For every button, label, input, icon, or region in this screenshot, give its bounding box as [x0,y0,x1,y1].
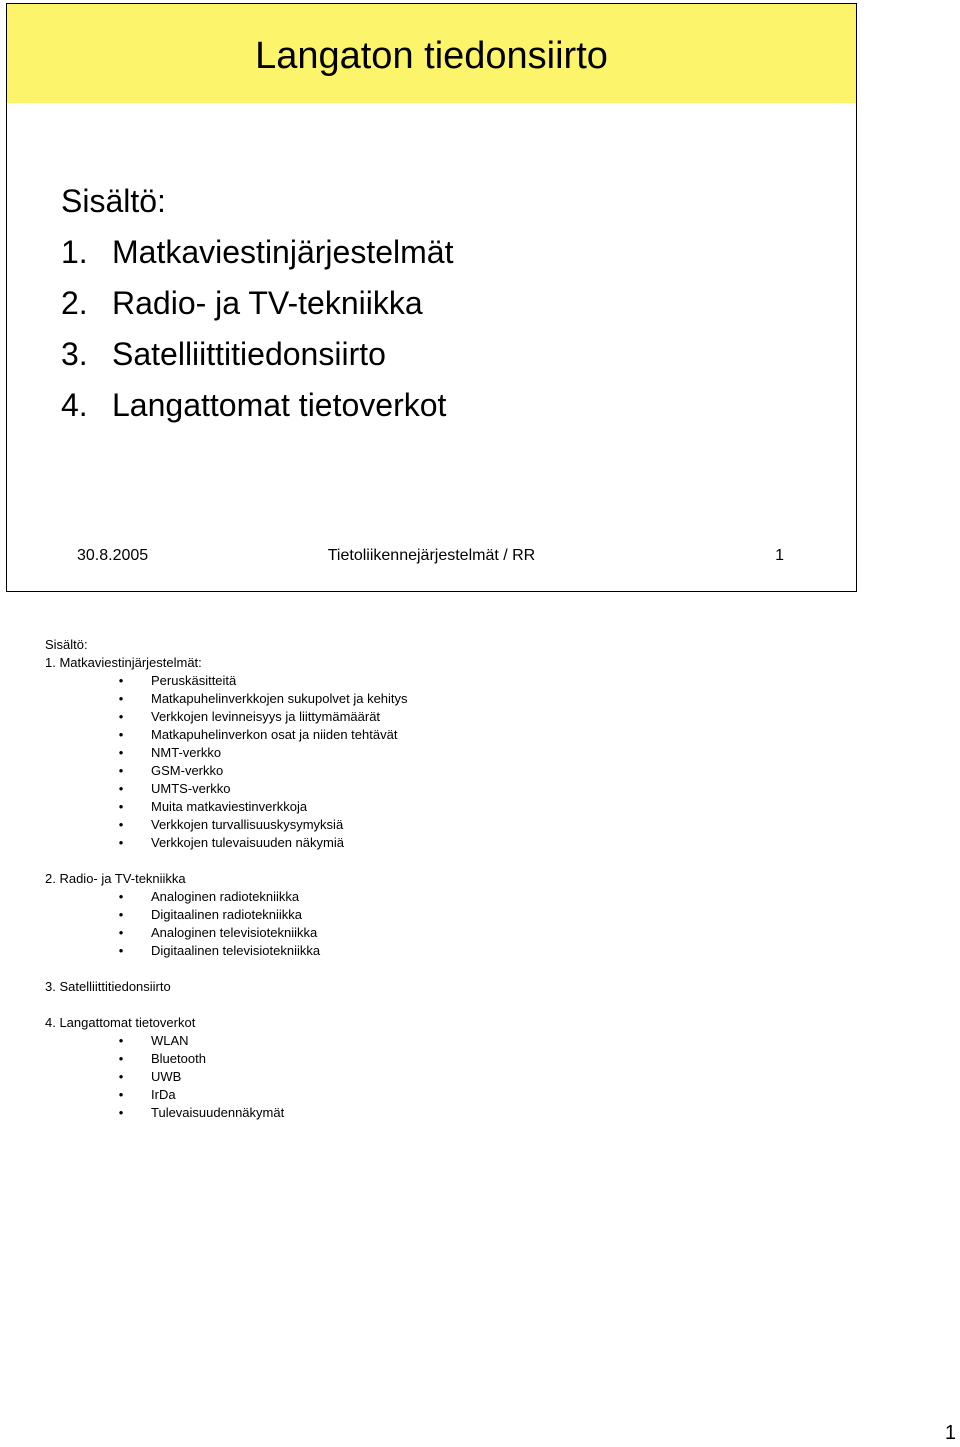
slide-item-text: Matkaviestinjärjestelmät [112,234,454,270]
outline-list-item [45,888,408,906]
outline-item-text: Digitaalinen radiotekniikka [151,907,303,922]
slide-title: Langaton tiedonsiirto [255,35,608,77]
bullet-icon: • [118,1105,124,1120]
bullet-icon: • [118,673,124,688]
slide-item-number: 1. [61,234,88,270]
outline-list-item [45,672,408,690]
outline-list-item [45,780,408,798]
outline-spacer [45,960,408,978]
outline-item-text: Verkkojen levinneisyys ja liittymämäärät [151,709,381,724]
slide-footer-page-number: 1 [775,547,784,564]
slide-item-number: 2. [61,285,88,321]
outline-list-item [45,762,408,780]
outline-list-item [45,942,408,960]
bullet-icon: • [118,1033,124,1048]
outline-list-item [45,906,408,924]
outline-list-item [45,1086,408,1104]
bullet-icon: • [118,835,124,850]
bullet-icon: • [118,781,124,796]
outline-section-title: 2. Radio- ja TV-tekniikka [45,871,186,886]
slide-item-number: 4. [61,387,88,423]
outline-item-text: Matkapuhelinverkkojen sukupolvet ja kehitys [151,691,408,706]
bullet-icon: • [118,1051,124,1066]
slide-footer-course: Tietoliikennejärjestelmät / RR [327,547,536,564]
bullet-icon: • [118,943,124,958]
bullet-icon: • [118,889,124,904]
slide-contents [61,180,453,434]
outline-list-item [45,798,408,816]
outline-item-text: IrDa [151,1087,176,1102]
outline-item-text: Tulevaisuudennäkymät [151,1105,285,1120]
outline-list-item [45,924,408,942]
slide-contents-item [61,383,453,434]
outline-heading: Sisältö: [45,637,88,652]
slide-footer-date: 30.8.2005 [77,547,149,564]
outline-list-item [45,816,408,834]
outline-item-text: Digitaalinen televisiotekniikka [151,943,321,958]
bullet-icon: • [118,709,124,724]
outline-item-text: Analoginen radiotekniikka [151,889,300,904]
outline-list-item [45,1032,408,1050]
outline-section-title: 3. Satelliittitiedonsiirto [45,979,171,994]
slide-item-text: Langattomat tietoverkot [112,387,447,423]
outline-list-item [45,690,408,708]
outline-list-item [45,1050,408,1068]
outline-item-text: Bluetooth [151,1051,206,1066]
slide-title-bar [7,4,856,103]
bullet-icon: • [118,691,124,706]
slide-contents-item [61,230,453,281]
outline-item-text: NMT-verkko [151,745,222,760]
outline-spacer [45,996,408,1014]
outline-section-title: 4. Langattomat tietoverkot [45,1015,196,1030]
bullet-icon: • [118,1069,124,1084]
bullet-icon: • [118,907,124,922]
outline-list-item [45,708,408,726]
outline-spacer [45,852,408,870]
outline-item-text: Analoginen televisiotekniikka [151,925,318,940]
bullet-icon: • [118,817,124,832]
outline-item-text: WLAN [151,1033,189,1048]
outline-list-item [45,726,408,744]
outline-item-text: UWB [151,1069,182,1084]
outline-item-text: Verkkojen turvallisuuskysymyksiä [151,817,344,832]
slide-item-text: Radio- ja TV-tekniikka [112,285,423,321]
slide-item-number: 3. [61,336,88,372]
outline-item-text: UMTS-verkko [151,781,231,796]
slide-contents-item [61,281,453,332]
slide-frame [6,3,857,592]
outline-item-text: Muita matkaviestinverkkoja [151,799,308,814]
outline-item-text: Verkkojen tulevaisuuden näkymiä [151,835,344,850]
outline-list-item [45,1068,408,1086]
bullet-icon: • [118,727,124,742]
bullet-icon: • [118,745,124,760]
outline-section-title: 1. Matkaviestinjärjestelmät: [45,655,202,670]
outline-list-item [45,744,408,762]
outline-item-text: GSM-verkko [151,763,224,778]
outline-item-text: Matkapuhelinverkon osat ja niiden tehtävät [151,727,398,742]
slide-item-text: Satelliittitiedonsiirto [112,336,386,372]
slide-contents-item [61,332,453,383]
bullet-icon: • [118,1087,124,1102]
page-number: 1 [944,1422,956,1444]
bullet-icon: • [118,799,124,814]
course-outline [45,636,408,1122]
outline-item-text: Peruskäsitteitä [151,673,237,688]
outline-list-item [45,1104,408,1122]
outline-list-item [45,834,408,852]
bullet-icon: • [118,925,124,940]
bullet-icon: • [118,763,124,778]
slide-contents-heading: Sisältö: [61,183,166,219]
